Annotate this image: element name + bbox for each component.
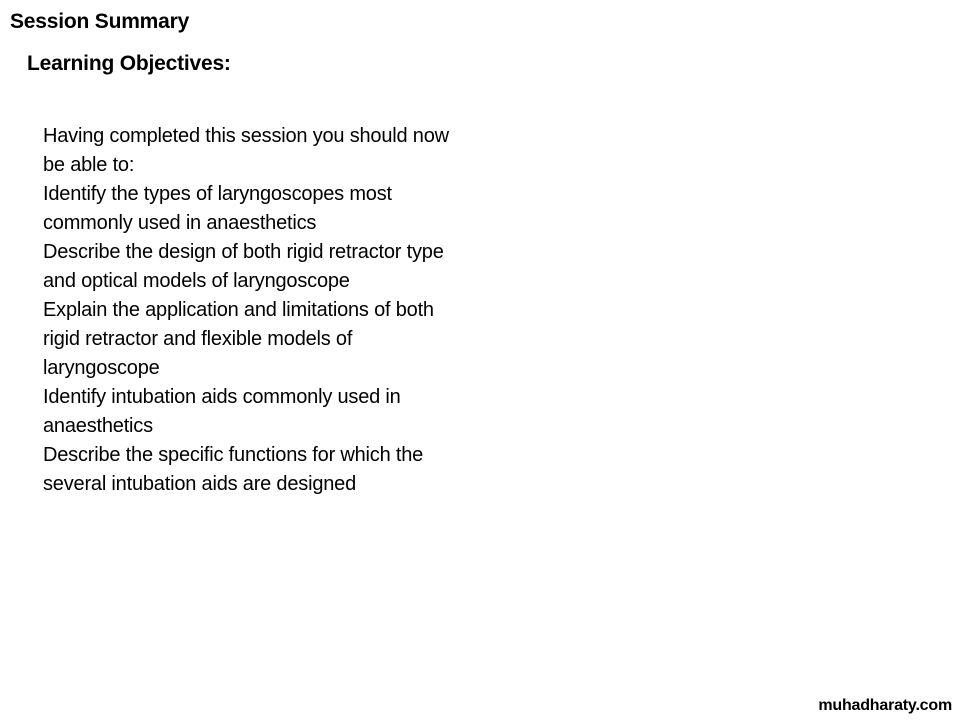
objectives-body [43,122,523,499]
objective-line: Identify intubation aids commonly used in [43,386,401,408]
objective-line: and optical models of laryngoscope [43,270,350,292]
objective-line: Identify the types of laryngoscopes most [43,183,392,205]
objective-line: Describe the specific functions for which the [43,444,424,466]
objective-line: laryngoscope [43,357,160,379]
watermark-text: muhadharaty.com [818,697,952,714]
objective-line: anaesthetics [43,415,153,437]
slide-title: Session Summary [10,10,190,33]
objective-line: several intubation aids are designed [43,473,357,495]
objective-line: be able to: [43,154,135,176]
objective-line: rigid retractor and flexible models of [43,328,353,350]
slide-subtitle: Learning Objectives: [27,52,231,75]
objective-line: Having completed this session you should now [43,125,449,147]
objective-line: commonly used in anaesthetics [43,212,317,234]
objective-line: Describe the design of both rigid retractor type [43,241,444,263]
objective-line: Explain the application and limitations of both [43,299,434,321]
